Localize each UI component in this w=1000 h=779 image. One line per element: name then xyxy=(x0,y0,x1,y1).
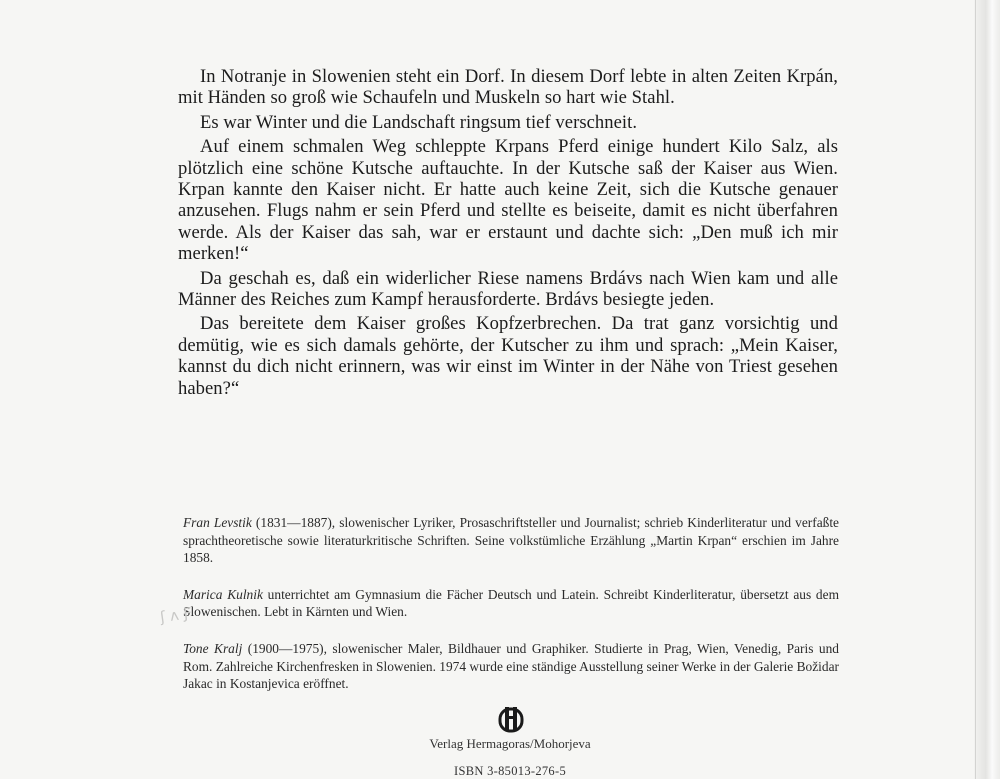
author-bios xyxy=(183,514,839,712)
story-paragraph-4: Da geschah es, daß ein widerlicher Riese namens Brdávs nach Wien kam und alle Männer des Reiches zum Kampf herausforderte. Brdávs besiegte jeden. xyxy=(178,267,838,311)
bio-name: Fran Levstik xyxy=(183,515,252,530)
bio-translator xyxy=(183,586,839,621)
story-paragraph-1: In Notranje in Slowenien steht ein Dorf. In diesem Dorf lebte in alten Zeiten Krpán, mit Händen so groß wie Schaufeln und Muskeln so hart wie Stahl. xyxy=(178,66,838,109)
story-paragraph-3: Auf einem schmalen Weg schleppte Krpans Pferd einige hundert Kilo Salz, als plötzlich eine schöne Kutsche auftauchte. In der Kutsche saß der Kaiser aus Wien. Krpan kannte den Kaiser nicht. Er hatte auch keine Zeit, sich die Kutsche genauer anzusehen. Flugs nahm er sein Pferd und stellte es beiseite, damit es nicht überfahren werde. Als der Kaiser das sah, war er erstaunt und dachte sich: „Den muß ich mir merken!“ xyxy=(178,136,838,265)
story-paragraph-2: Es war Winter und die Landschaft ringsum tief verschneit. xyxy=(200,111,638,133)
page-edge xyxy=(974,0,1000,779)
bio-text: (1831—1887), slowenischer Lyriker, Prosaschriftsteller und Journalist; schrieb Kinderliteratur und verfaßte sprachtheoretische sowie literaturkritische Schriften. Seine volkstümliche Erzählung „Martin Krpan“ erschien im Jahre 1858. xyxy=(183,515,839,566)
bio-text: (1900—1975), slowenischer Maler, Bildhauer und Graphiker. Studierte in Prag, Wien, Venedig, Paris und Rom. Zahlreiche Kirchenfresken in Slowenien. 1974 wurde eine ständige Ausstellung seiner Werke in der Galerie Božidar Jakac in Kostanjevica eröffnet. xyxy=(183,640,839,692)
pencil-mark: ʃ ʌ Ƒ xyxy=(158,603,194,627)
publisher-name: Verlag Hermagoras/Mohorjeva xyxy=(429,736,591,751)
bio-name: Tone Kralj xyxy=(183,640,243,656)
isbn: ISBN 3-85013-276-5 xyxy=(454,764,566,778)
hm-monogram-logo xyxy=(497,705,525,733)
bio-illustrator xyxy=(183,640,839,693)
story-text xyxy=(178,66,838,402)
bio-text: unterrichtet am Gymnasium die Fächer Deutsch und Latein. Schreibt Kinderliteratur, übersetzt aus dem Slowenischen. Lebt in Kärnten und Wien. xyxy=(183,586,839,620)
bio-author xyxy=(183,514,839,567)
story-paragraph-5: Das bereitete dem Kaiser großes Kopfzerbrechen. Da trat ganz vorsichtig und demütig, wie es sich damals gehörte, der Kutscher zu ihm und sprach: „Mein Kaiser, kannst du dich nicht erinnern, was wir einst im Winter in der Nähe von Triest gesehen haben?“ xyxy=(178,313,838,399)
bio-name: Marica Kulnik xyxy=(183,586,263,602)
page-edge-line xyxy=(975,0,976,779)
